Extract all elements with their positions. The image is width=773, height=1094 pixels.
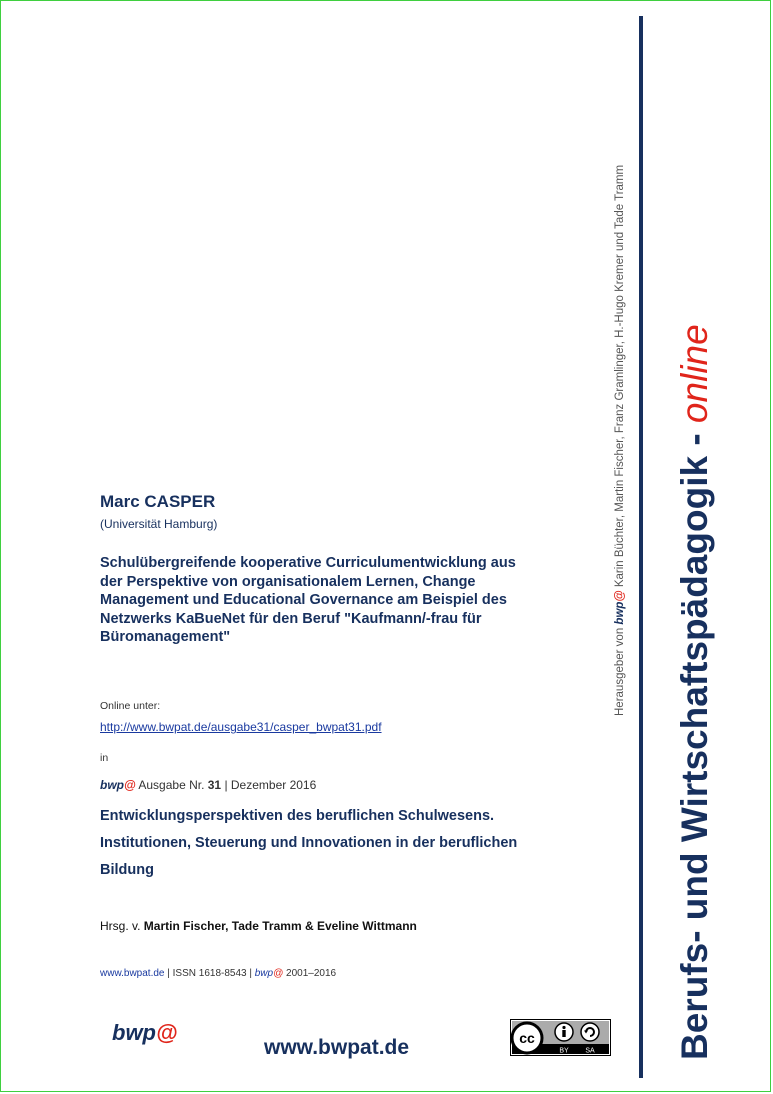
title-line: Schulübergreifende kooperative Curriculumentwicklung aus xyxy=(100,555,516,571)
cc-sa-label: SA xyxy=(585,1047,595,1055)
author-name: Marc CASPER xyxy=(100,492,216,511)
footer-site-link[interactable]: www.bwpat.de xyxy=(100,968,165,979)
editors-prefix: Hrsg. v. xyxy=(100,919,144,933)
svg-text:cc: cc xyxy=(519,1030,535,1046)
footer-issn: | ISSN 1618-8543 | xyxy=(164,968,255,979)
publishers-bwp: bwp xyxy=(614,601,626,625)
footer-years: 2001–2016 xyxy=(283,968,337,979)
journal-title-online: online xyxy=(674,324,715,424)
bwp-logo-text: bwp xyxy=(112,1020,156,1045)
footer-line xyxy=(100,968,336,979)
issue-title xyxy=(100,803,570,884)
issue-title-line: Bildung xyxy=(100,862,154,878)
publishers-prefix: Herausgeber von xyxy=(614,624,626,716)
publishers-at: @ xyxy=(614,590,626,602)
issue-number: 31 xyxy=(207,778,222,792)
issue-date: | Dezember 2016 xyxy=(221,778,317,792)
article-url-link[interactable]: http://www.bwpat.de/ausgabe31/casper_bwpat31.pdf xyxy=(100,720,382,734)
publishers-names: Karin Büchter, Martin Fischer, Franz Gramlinger, H.-Hugo Kremer und Tade Tramm xyxy=(614,164,626,591)
title-line: Büromanagement" xyxy=(100,629,231,645)
article-title xyxy=(100,554,570,647)
issue-line xyxy=(100,778,316,792)
bwp-text: bwp xyxy=(100,778,124,792)
bwp-logo-at: @ xyxy=(156,1020,178,1045)
footer-bwp: bwp xyxy=(254,968,274,979)
cc-by-label: BY xyxy=(559,1047,569,1055)
online-label: Online unter: xyxy=(100,700,161,712)
issue-prefix: Ausgabe Nr. xyxy=(135,778,208,792)
journal-vertical-title xyxy=(674,324,716,1060)
editors-names: Martin Fischer, Tade Tramm & Eveline Wittmann xyxy=(143,919,417,933)
editors-line xyxy=(100,919,417,933)
publishers-vertical-text xyxy=(614,165,626,716)
footer-at: @ xyxy=(273,968,284,979)
journal-title-text: Berufs- und Wirtschaftspädagogik - xyxy=(674,423,715,1060)
author-affiliation: (Universität Hamburg) xyxy=(100,517,218,531)
issue-title-line: Institutionen, Steuerung und Innovationen in der beruflichen xyxy=(100,835,518,851)
bwp-at: @ xyxy=(124,778,136,792)
bwp-logo xyxy=(112,1020,177,1046)
vertical-rule xyxy=(639,16,643,1078)
title-line: Management und Educational Governance am Beispiel des xyxy=(100,592,507,608)
site-url[interactable]: www.bwpat.de xyxy=(264,1036,410,1059)
in-label: in xyxy=(100,752,109,764)
issue-title-line: Entwicklungsperspektiven des beruflichen Schulwesens. xyxy=(100,808,495,824)
title-line: Netzwerks KaBueNet für den Beruf "Kaufmann/-frau für xyxy=(100,610,482,627)
cc-license-icon xyxy=(510,1019,611,1056)
title-line: der Perspektive von organisationalem Lernen, Change xyxy=(100,573,476,590)
